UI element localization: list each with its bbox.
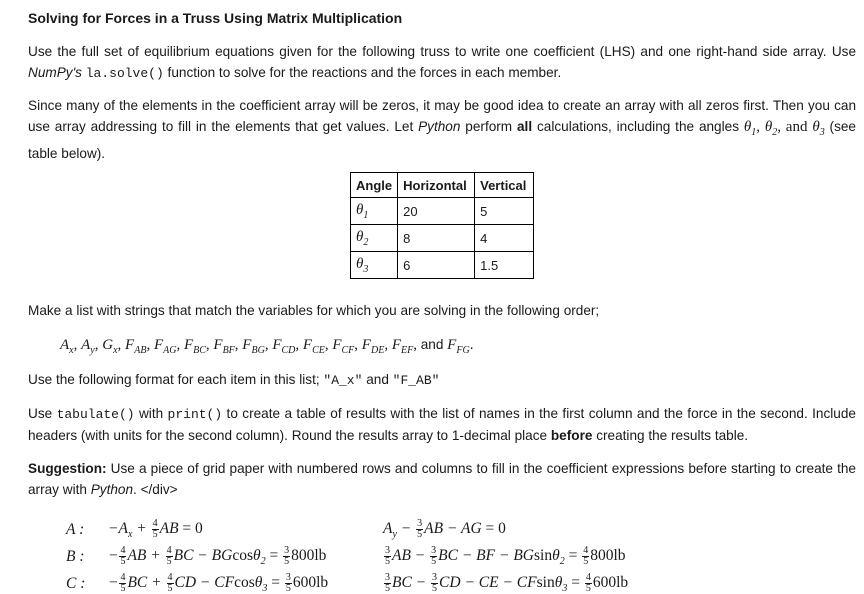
equation-c-horizontal: − $\frac{4}{5}$ BC + $\frac{4}{5}$ CD − CFcosθ$_3$ = $\frac{3}{5}$ 600lb (108, 572, 329, 594)
angle-table (350, 172, 534, 279)
horizontal-cell: 20 (398, 198, 475, 225)
header-vertical: Vertical (475, 173, 534, 198)
vertical-cell: 5 (475, 198, 534, 225)
angle-cell: $\theta_1$ (351, 198, 398, 225)
angle-cell: $\theta_3$ (351, 252, 398, 279)
paragraph-format: Use the following format for each item in this list; "A_x" and "F_AB" (28, 372, 440, 388)
equation-c-vertical: $\frac{3}{5}$ BC − $\frac{3}{5}$ CD − CE − CFsinθ$_3$ = $\frac{4}{5}$ 600lb (385, 572, 629, 594)
paragraph-tabulate: Use tabulate() with print() to create a table of results with the list of names in the first column and the force in the second. Include headers (with units for the second column). Round the results array to 1-decimal place before creating the results table. (28, 406, 856, 443)
vertical-cell: 1.5 (475, 252, 534, 279)
equation-a-vertical: $A_y$ − $\frac{3}{5}$ AB − AG = 0 (383, 518, 506, 541)
table-row (351, 198, 534, 225)
horizontal-cell: 8 (398, 225, 475, 252)
paragraph-list: Make a list with strings that match the variables for which you are solving in the following order; (28, 303, 600, 318)
paragraph-zeros: Since many of the elements in the coefficient array will be zeros, it may be good idea to create an array with all zeros first. Then you can use array addressing to fill in the elements that get values. Let Python perform all calculations, including the angles $\theta_1$, $\theta_2$, and $\theta_3$ (see table below). (28, 98, 856, 161)
table-header-row (351, 173, 534, 198)
angle-symbols: $\theta_1$, $\theta_2$, and $\theta_3$ (743, 119, 825, 138)
equation-label-c: C : (66, 575, 86, 592)
table-row (351, 225, 534, 252)
equation-label-b: B : (66, 548, 85, 565)
header-angle: Angle (351, 173, 398, 198)
horizontal-cell: 6 (398, 252, 475, 279)
equation-b-vertical: $\frac{3}{5}$ AB − $\frac{3}{5}$ BC − BF − BGsinθ$_2$ = $\frac{4}{5}$ 800lb (385, 545, 626, 568)
paragraph-intro: Use the full set of equilibrium equations given for the following truss to write one coefficient (LHS) and one right-hand side array. Use NumPy's la.solve() function to solve for the reactions and the forces in each member. (28, 44, 856, 81)
page-title: Solving for Forces in a Truss Using Matrix Multiplication (28, 10, 403, 26)
variable-list: $A_x$, $A_y$, $G_x$, $F_{AB}$, $F_{AG}$, $F_{BC}$, $F_{BF}$, $F_{BG}$, $F_{CD}$, $F_{CE}$, $F_{CF}$, $F_{DE}$, $F_{EF}$, and $F_{FG}$. (60, 337, 474, 356)
angle-cell: $\theta_2$ (351, 225, 398, 252)
vertical-cell: 4 (475, 225, 534, 252)
equation-b-horizontal: − $\frac{4}{5}$ AB + $\frac{4}{5}$ BC − BGcosθ$_2$ = $\frac{3}{5}$ 800lb (108, 545, 327, 568)
paragraph-suggestion: Suggestion: Use a piece of grid paper with numbered rows and columns to fill in the coefficient expressions before starting to create the array with Python. </div> (28, 461, 856, 497)
table-row (351, 252, 534, 279)
equation-a-horizontal: $-A_x$ + $\frac{4}{5}$ AB = 0 (108, 518, 203, 541)
header-horizontal: Horizontal (398, 173, 475, 198)
equation-label-a: A : (66, 521, 85, 538)
